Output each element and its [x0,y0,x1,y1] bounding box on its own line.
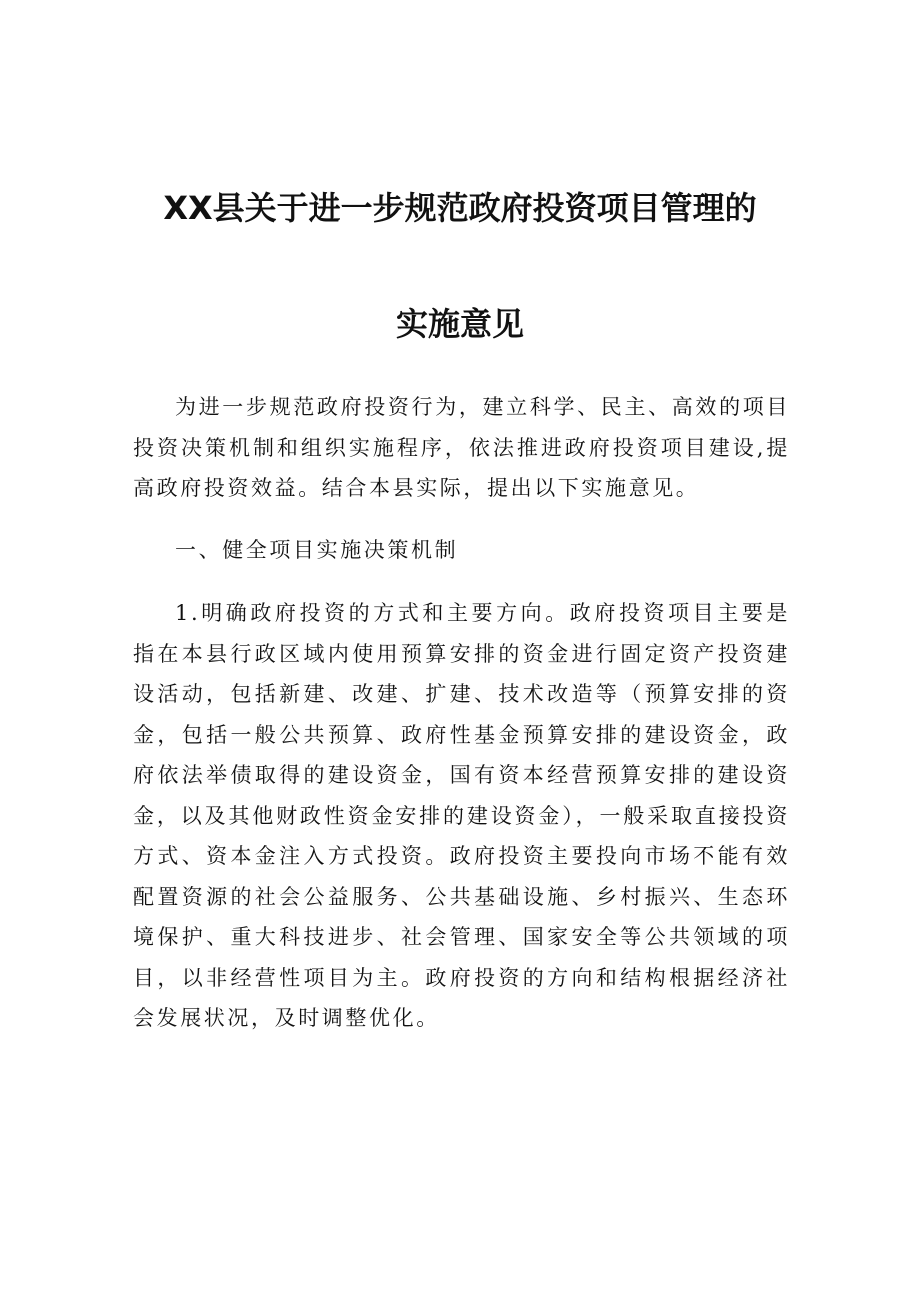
item-1-paragraph: 1.明确政府投资的方式和主要方向。政府投资项目主要是指在本县行政区域内使用预算安排的资金进行固定资产投资建设活动，包括新建、改建、扩建、技术改造等（预算安排的资金，包括一般公共预算、政府性基金预算安排的建设资金，政府依法举债取得的建设资金，国有资本经营预算安排的建设资金，以及其他财政性资金安排的建设资金），一般采取直接投资方式、资本金注入方式投资。政府投资主要投向市场不能有效配置资源的社会公益服务、公共基础设施、乡村振兴、生态环境保护、重大科技进步、社会管理、国家安全等公共领域的项目，以非经营性项目为主。政府投资的方向和结构根据经济社会发展状况，及时调整优化。 [133,601,790,1030]
document-title-line-1: XX县关于进一步规范政府投资项目管理的 [163,189,757,227]
intro-paragraph: 为进一步规范政府投资行为，建立科学、民主、高效的项目投资决策机制和组织实施程序，依法推进政府投资项目建设,提高政府投资效益。结合本县实际，提出以下实施意见。 [133,395,790,500]
document-title-line-2: 实施意见 [395,305,524,343]
section-heading: 一、健全项目实施决策机制 [175,538,459,562]
